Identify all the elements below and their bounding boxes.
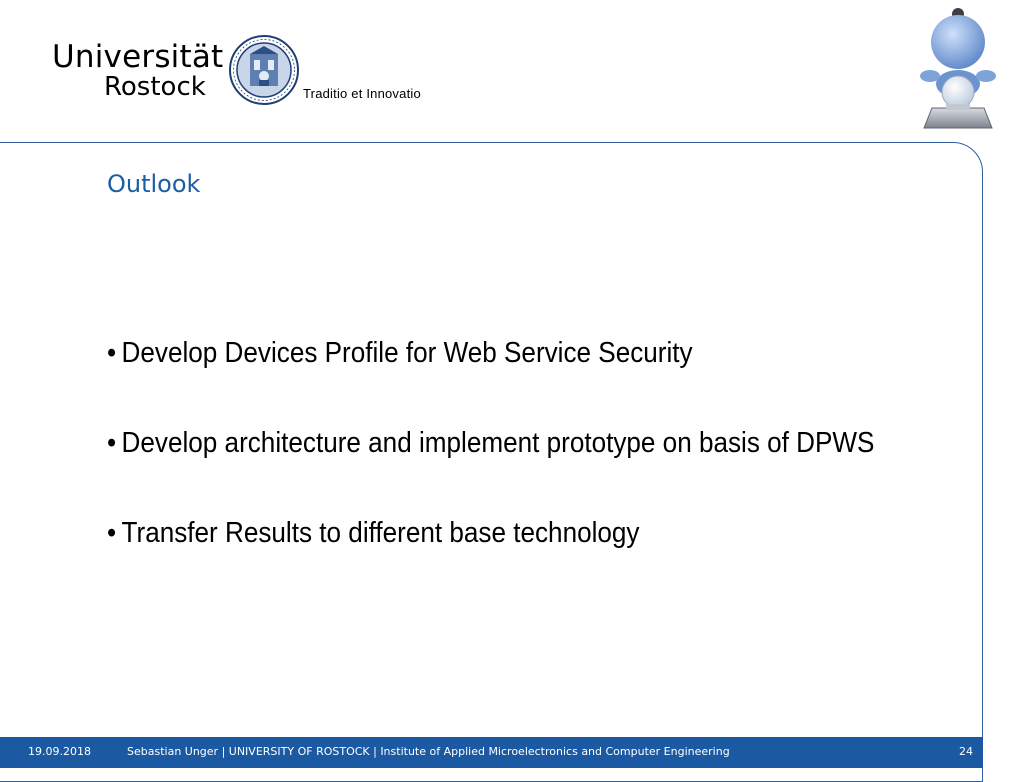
slide-title: Outlook bbox=[107, 170, 201, 198]
bullet-text: Develop architecture and implement prototype on basis of DPWS bbox=[121, 427, 875, 459]
logo-line-universitaet: Universität bbox=[52, 39, 224, 75]
bullet-text: Transfer Results to different base technology bbox=[121, 517, 640, 549]
bullet-text: Develop Devices Profile for Web Service Security bbox=[121, 337, 693, 369]
bullet-marker: • bbox=[107, 517, 117, 549]
crystal-ball-figure-icon bbox=[916, 4, 1000, 132]
bullet-list bbox=[107, 334, 960, 604]
bullet-item bbox=[107, 514, 874, 552]
bullet-item bbox=[107, 334, 874, 372]
bullet-marker: • bbox=[107, 337, 117, 369]
bullet-item bbox=[107, 424, 874, 462]
footer-date: 19.09.2018 bbox=[28, 745, 91, 758]
logo-line-rostock: Rostock bbox=[104, 72, 206, 102]
university-motto: Traditio et Innovatio bbox=[303, 86, 421, 101]
university-seal-icon bbox=[228, 34, 300, 106]
university-logo bbox=[52, 39, 224, 102]
bullet-marker: • bbox=[107, 427, 117, 459]
footer-info: Sebastian Unger | UNIVERSITY OF ROSTOCK | Institute of Applied Microelectronics and Computer Engineering bbox=[127, 745, 730, 758]
footer-bar bbox=[0, 737, 983, 768]
page-number: 24 bbox=[959, 745, 973, 758]
